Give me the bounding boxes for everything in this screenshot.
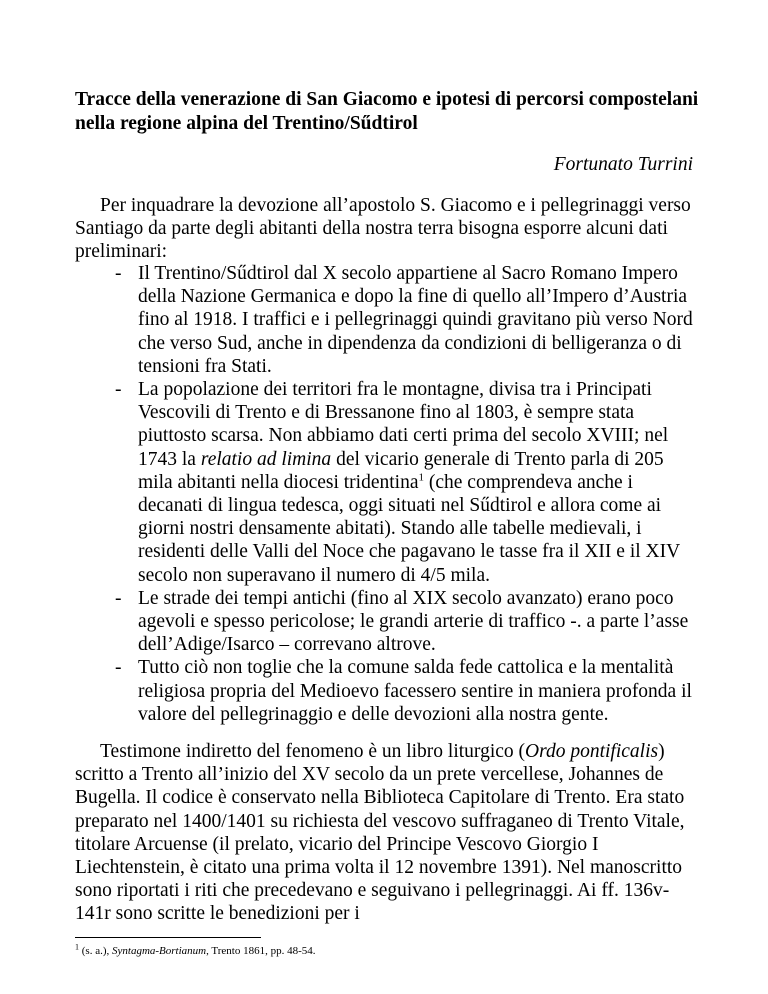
paragraph-text: ) scritto a Trento all’inizio del XV secolo da un prete vercellese, Johannes de Bugella. Il codice è conservato nella Biblioteca Capitolare di Trento. Era stato preparato nel 1400/1401 su richiesta del vescovo suffraganeo di Trento Vitale, titolare Arcuense (il prelato, vicario del Principe Vescovo Giorgio I Liechtenstein, è citato una prima volta il 12 novembre 1391). Nel manoscritto sono riportati i riti che precedevano e seguivano i pellegrinaggi. Ai ff. 136v-141r sono scritte le benedizioni per i xyxy=(75,741,685,925)
paragraph-text: Testimone indiretto del fenomeno è un libro liturgico ( xyxy=(100,741,526,762)
italic-term: Ordo pontificalis xyxy=(525,741,659,762)
list-item-text: La popolazione dei territori fra le montagne, divisa tra i Principati Vescovili di Trento e di Bressanone fino al 1803, è sempre stata piuttosto scarsa. Non abbiamo dati certi prima del secolo XVIII; nel 1743 la xyxy=(138,379,669,470)
document-title: Tracce della venerazione di San Giacomo e ipotesi di percorsi compostelani nella regione alpina del Trentino/Sűdtirol xyxy=(75,89,699,134)
list-item-text: Tutto ciò non toglie che la comune salda fede cattolica e la mentalità religiosa propria del Medioevo facessero sentire in maniera profonda il valore del pellegrinaggio e delle devozioni alla nostra gente. xyxy=(138,657,692,725)
list-item xyxy=(75,587,695,657)
list-dash: - xyxy=(115,657,122,679)
list-dash: - xyxy=(115,587,122,609)
list-item-text: Il Trentino/Sűdtirol dal X secolo appartiene al Sacro Romano Impero della Nazione Germanica e dopo la fine di quello all’Impero d’Austria fino al 1918. I traffici e i pellegrinaggi quindi gravitano più verso Nord che verso Sud, anche in dipendenza da condizioni di belligeranza o di tensioni fra Stati. xyxy=(138,263,693,377)
footnote-reference[interactable]: 1 xyxy=(418,471,424,484)
footnote xyxy=(75,944,695,958)
list-item-text: del vicario generale di Trento parla di 205 mila abitanti nella diocesi tridentina xyxy=(138,448,664,493)
list-dash: - xyxy=(115,379,122,401)
list-item xyxy=(75,378,695,587)
list-item xyxy=(75,262,695,378)
list-item xyxy=(75,656,695,726)
footnote-divider xyxy=(75,937,261,938)
preliminary-points-list xyxy=(75,262,695,726)
italic-term: relatio ad limina xyxy=(200,448,332,470)
author-name: Fortunato Turrini xyxy=(553,154,693,175)
footnote-text: , Trento 1861, pp. 48-54. xyxy=(206,945,316,957)
list-item-text: Le strade dei tempi antichi (fino al XIX secolo avanzato) erano poco agevoli e spesso pericolose; le grandi arterie di traffico -. a parte l’asse dell’Adige/Isarco – correvano altrove. xyxy=(138,587,689,656)
intro-paragraph: Per inquadrare la devozione all’apostolo S. Giacomo e i pellegrinaggi verso Santiago da parte degli abitanti della nostra terra bisogna esporre alcuni dati preliminari: xyxy=(75,195,691,263)
body-paragraph xyxy=(75,740,695,926)
list-item-text: (che comprendeva anche i decanati di lingua tedesca, oggi situati nel Sűdtirol e allora come ai giorni nostri densamente abitati). Stando alle tabelle medievali, i residenti delle Valli del Noce che pagavano le tasse fra il XII e il XIV secolo non superavano il numero di 4/5 mila. xyxy=(138,471,680,586)
list-dash: - xyxy=(115,263,122,284)
footnote-text: (s. a.), xyxy=(79,945,112,957)
footnote-italic-title: Syntagma-Bortianum xyxy=(112,945,207,957)
footnote-number: 1 xyxy=(75,942,79,952)
